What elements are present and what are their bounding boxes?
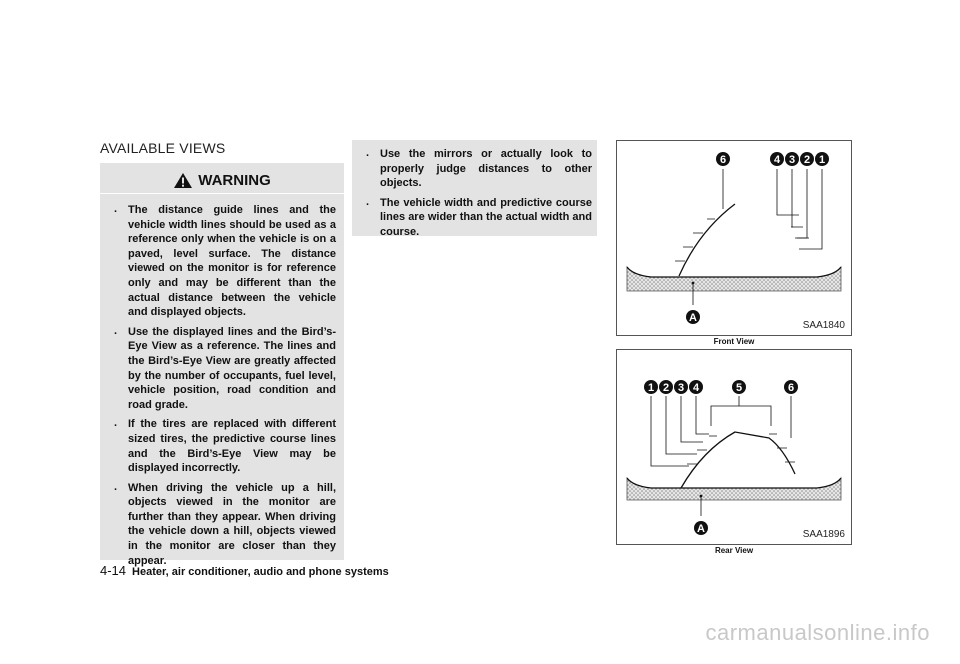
- front-view-caption: Front View: [713, 337, 755, 346]
- callout-a: A: [689, 312, 697, 324]
- warning-item: . If the tires are replaced with different sized tires, the predictive course lines and the Bird’s-Eye View may be displayed incorrectly.: [108, 417, 336, 475]
- rear-view-figure: [616, 349, 852, 545]
- warning-item: . The vehicle width and predictive course lines are wider than the actual width and course.: [360, 196, 592, 240]
- callout-a: A: [697, 523, 705, 535]
- callout-3: 3: [788, 154, 796, 166]
- warning-triangle-icon: [173, 172, 193, 189]
- callout-5: 5: [735, 382, 743, 394]
- callout-4: 4: [773, 154, 781, 166]
- section-title: AVAILABLE VIEWS: [100, 140, 226, 156]
- figure-code: SAA1840: [802, 320, 845, 331]
- callout-1: 1: [818, 154, 826, 166]
- front-view-figure: [616, 140, 852, 336]
- rear-view-diagram: [617, 350, 851, 544]
- chapter-title: Heater, air conditioner, audio and phone systems: [132, 566, 389, 578]
- callout-2: 2: [662, 382, 670, 394]
- warning-label: WARNING: [198, 172, 271, 190]
- rear-view-caption: Rear View: [714, 546, 754, 555]
- warning-box: [100, 163, 344, 567]
- warning-continued-list: [360, 147, 592, 245]
- page-number: 4-14: [100, 563, 127, 578]
- front-view-diagram: [617, 141, 851, 335]
- warning-header: [100, 163, 344, 194]
- figure-code: SAA1896: [802, 529, 845, 540]
- watermark: carmanualsonline.info: [705, 620, 930, 645]
- warning-item: . When driving the vehicle up a hill, objects viewed in the monitor are further than they appear. When driving the vehicle down a hill, objects viewed in the monitor are closer than they appear.: [108, 481, 336, 569]
- warning-list: [108, 203, 336, 573]
- callout-2: 2: [803, 154, 811, 166]
- callout-6: 6: [787, 382, 795, 394]
- callout-4: 4: [692, 382, 700, 394]
- warning-item: . The distance guide lines and the vehicle width lines should be used as a reference only when the vehicle is on a paved, level surface. The distance viewed on the monitor is for reference only and may be different than the actual distance between the vehicle and displayed objects.: [108, 203, 336, 320]
- warning-item: . Use the mirrors or actually look to properly judge distances to other objects.: [360, 147, 592, 191]
- callout-3: 3: [677, 382, 685, 394]
- warning-item: . Use the displayed lines and the Bird’s-Eye View as a reference. The lines and the Bird’s-Eye View are greatly affected by the number of occupants, fuel level, vehicle position, road condition and road grade.: [108, 325, 336, 413]
- page-footer: [100, 563, 389, 578]
- callout-6: 6: [719, 154, 727, 166]
- callout-1: 1: [647, 382, 655, 394]
